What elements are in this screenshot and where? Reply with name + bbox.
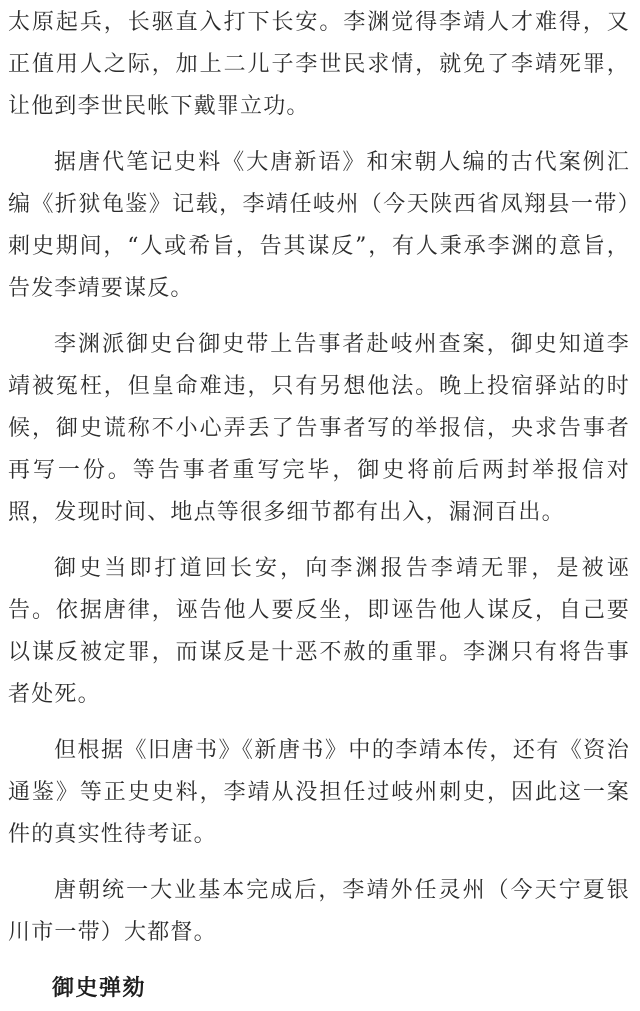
section-heading: 御史弹劾	[52, 976, 147, 1001]
paragraph-6: 唐朝统一大业基本完成后，李靖外任灵州（今天宁夏银川市一带）大都督。	[8, 878, 630, 945]
paragraph-1: 太原起兵，长驱直入打下长安。李渊觉得李靖人才难得，又正值用人之际，加上二儿子李世民求情，就免了李靖死罪，让他到李世民帐下戴罪立功。	[8, 10, 630, 119]
paragraph-4: 御史当即打道回长安，向李渊报告李靖无罪，是被诬告。依据唐律，诬告他人要反坐，即诬告他人谋反，自己要以谋反被定罪，而谋反是十恶不赦的重罪。李渊只有将告事者处死。	[8, 556, 630, 707]
paragraph-2: 据唐代笔记史料《大唐新语》和宋朝人编的古代案例汇编《折狱龟鉴》记载，李靖任岐州（今天陕西省凤翔县一带）刺史期间，“人或希旨，告其谋反”，有人秉承李渊的意旨，告发李靖要谋反。	[8, 150, 630, 301]
paragraph-3: 李渊派御史台御史带上告事者赴岐州查案，御史知道李靖被冤枉，但皇命难违，只有另想他法。晚上投宿驿站的时候，御史谎称不小心弄丢了告事者写的举报信，央求告事者再写一份。等告事者重写完毕，御史将前后两封举报信对照，发现时间、地点等很多细节都有出入，漏洞百出。	[8, 332, 630, 525]
paragraph-5: 但根据《旧唐书》《新唐书》中的李靖本传，还有《资治通鉴》等正史史料，李靖从没担任过岐州刺史，因此这一案件的真实性待考证。	[8, 738, 630, 847]
